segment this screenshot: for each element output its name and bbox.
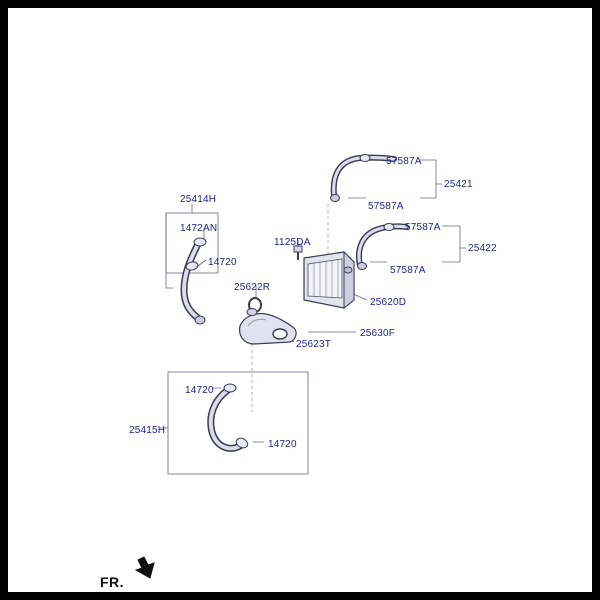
orientation-label: FR. xyxy=(100,574,125,590)
oil-cooler-25620d xyxy=(304,252,354,308)
part-label-25623t: 25623T xyxy=(296,339,332,350)
hose-25415h xyxy=(211,384,250,450)
part-label-57587a-2: 57587A xyxy=(368,201,404,212)
part-label-25622r: 25622R xyxy=(234,282,271,293)
part-label-25620d: 25620D xyxy=(370,297,407,308)
parts-diagram-drawing xyxy=(8,8,592,592)
part-label-1125da: 1125DA xyxy=(274,237,311,248)
diagram-sheet xyxy=(8,8,592,592)
part-label-14720-box: 14720 xyxy=(185,385,214,396)
bracket-25630f xyxy=(240,309,296,345)
part-label-57587a-1: 57587A xyxy=(386,156,422,167)
orientation-arrow-icon xyxy=(136,557,154,578)
part-label-57587a-3: 57587A xyxy=(405,222,441,233)
bolt-1125da xyxy=(294,246,302,260)
part-label-57587a-4: 57587A xyxy=(390,265,426,276)
part-label-25630f: 25630F xyxy=(360,328,396,339)
hose-25422 xyxy=(358,224,407,270)
hose-25414h xyxy=(184,238,206,324)
part-label-25422: 25422 xyxy=(468,243,497,254)
hose-25421 xyxy=(331,155,395,202)
part-label-14720-lower: 14720 xyxy=(268,439,297,450)
part-label-25421: 25421 xyxy=(444,179,473,190)
part-label-14720-top: 14720 xyxy=(208,257,237,268)
part-label-1472an: 1472AN xyxy=(180,223,218,234)
part-label-25415h: 25415H xyxy=(129,425,166,436)
part-label-25414h: 25414H xyxy=(180,194,217,205)
leader-lines xyxy=(160,160,466,474)
